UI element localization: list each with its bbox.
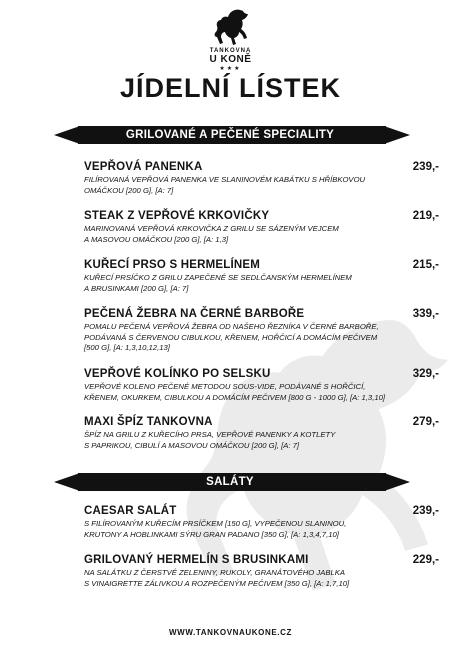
item-name: CAESAR SALÁT [84,505,177,517]
item-desc-line: S VINAIGRETTE ZÁLIVKOU A ROZPEČENÝM PEČIVEM [350 G], [A: 1,7,10] [84,578,350,588]
item-description [84,175,404,196]
item-price: 339,- [412,308,439,320]
item-desc-line: KRUTONY A HOBLINKAMI SÝRU GRAN PADANO [350 G], [A: 1,3,4,7,10] [84,529,339,539]
item-name: PEČENÁ ŽEBRA NA ČERNÉ BARBOŘE [84,308,305,320]
item-desc-line: A MASOVOU OMÁČKOU [200 G], [A: 1,3] [84,234,229,244]
item-desc-line: KŘENEM, OKURKEM, CIBULKOU A DOMÁCÍM PEČIVEM [800 G - 1000 G], [A: 1,3,10] [84,392,386,402]
item-price: 329,- [412,368,439,380]
item-description [84,382,404,403]
menu-item [84,504,439,540]
page-title: JÍDELNÍ LÍSTEK [119,73,342,103]
brand-name: U KONĚ [209,54,252,65]
horse-logo-icon [211,8,251,46]
brand-small-text: TANKOVNA [209,48,252,54]
website-link[interactable]: WWW.TANKOVNAUKONE.CZ [169,628,292,637]
item-desc-line: FILÍROVANÁ VEPŘOVÁ PANENKA VE SLANINOVÉM KABÁTKU S HŘÍBKOVOU [84,175,366,184]
item-desc-line: PODÁVANÁ S ČERVENOU CIBULKOU, KŘENEM, HOŘČICÍ A DOMÁCÍM PEČIVEM [84,332,378,342]
item-desc-line: ŠPÍZ NA GRILU Z KUŘECÍHO PRSA, VEPŘOVÉ PANENKY A KOTLETY [84,430,336,439]
menu-item [84,160,439,196]
section-title-salads: SALÁTY [206,476,254,488]
item-desc-line: A BRUSINKAMI [200 G], [A: 7] [84,283,189,293]
item-desc-line: S FILÍROVANÝM KUŘECÍM PRSÍČKEM [150 G], VYPEČENOU SLANINOU, [84,519,347,528]
menu-item [84,307,439,354]
item-desc-line: NA SALÁTKU Z ČERSTVÉ ZELENINY, RUKOLY, GRANÁTOVÉHO JABLKA [84,568,346,577]
menu-item [84,209,439,245]
section-title-grill: GRILOVANÉ A PEČENÉ SPECIALITY [125,129,335,141]
item-name: MAXI ŠPÍZ TANKOVNA [84,416,213,428]
item-description [84,224,404,245]
brand-stars: ★★★ [219,66,242,72]
item-desc-line: [500 G], [A: 1,3,10,12,13] [84,343,170,352]
item-name: VEPŘOVÁ PANENKA [84,161,203,173]
item-name: GRILOVANÝ HERMELÍN S BRUSINKAMI [84,554,309,566]
item-description [84,273,404,294]
item-description [84,430,404,451]
item-name: VEPŘOVÉ KOLÍNKO PO SELSKU [84,368,271,380]
item-price: 229,- [412,554,439,566]
item-name: STEAK Z VEPŘOVÉ KRKOVIČKY [84,210,270,222]
brand-logo [0,8,461,72]
menu-item [84,553,439,589]
item-price: 219,- [412,210,439,222]
item-name: KUŘECÍ PRSO S HERMELÍNEM [84,259,261,271]
item-desc-line: MARINOVANÁ VEPŘOVÁ KRKOVIČKA Z GRILU SE SÁZENÝM VEJCEM [84,224,339,233]
item-price: 279,- [412,416,439,428]
item-price: 239,- [412,161,439,173]
item-price: 215,- [412,259,439,271]
menu-item [84,258,439,294]
item-desc-line: VEPŘOVÉ KOLENO PEČENÉ METODOU SOUS-VIDE, PODÁVANÉ S HOŘČICÍ, [84,382,366,391]
menu-item [84,415,439,451]
item-description [84,519,404,540]
item-desc-line: POMALU PEČENÁ VEPŘOVÁ ŽEBRA OD NAŠEHO ŘEZNÍKA V ČERNÉ BARBOŘE, [84,322,379,331]
item-desc-line: OMÁČKOU [200 G], [A: 7] [84,185,174,195]
item-desc-line: S PAPRIKOU, CIBULÍ A MASOVOU OMÁČKOU [200 G], [A: 7] [84,440,300,450]
item-description [84,322,404,354]
item-description [84,568,404,589]
menu-item [84,367,439,403]
item-desc-line: KUŘECÍ PRSÍČKO Z GRILU ZAPEČENÉ SE SEDLČANSKÝM HERMELÍNEM [84,273,352,282]
item-price: 239,- [412,505,439,517]
